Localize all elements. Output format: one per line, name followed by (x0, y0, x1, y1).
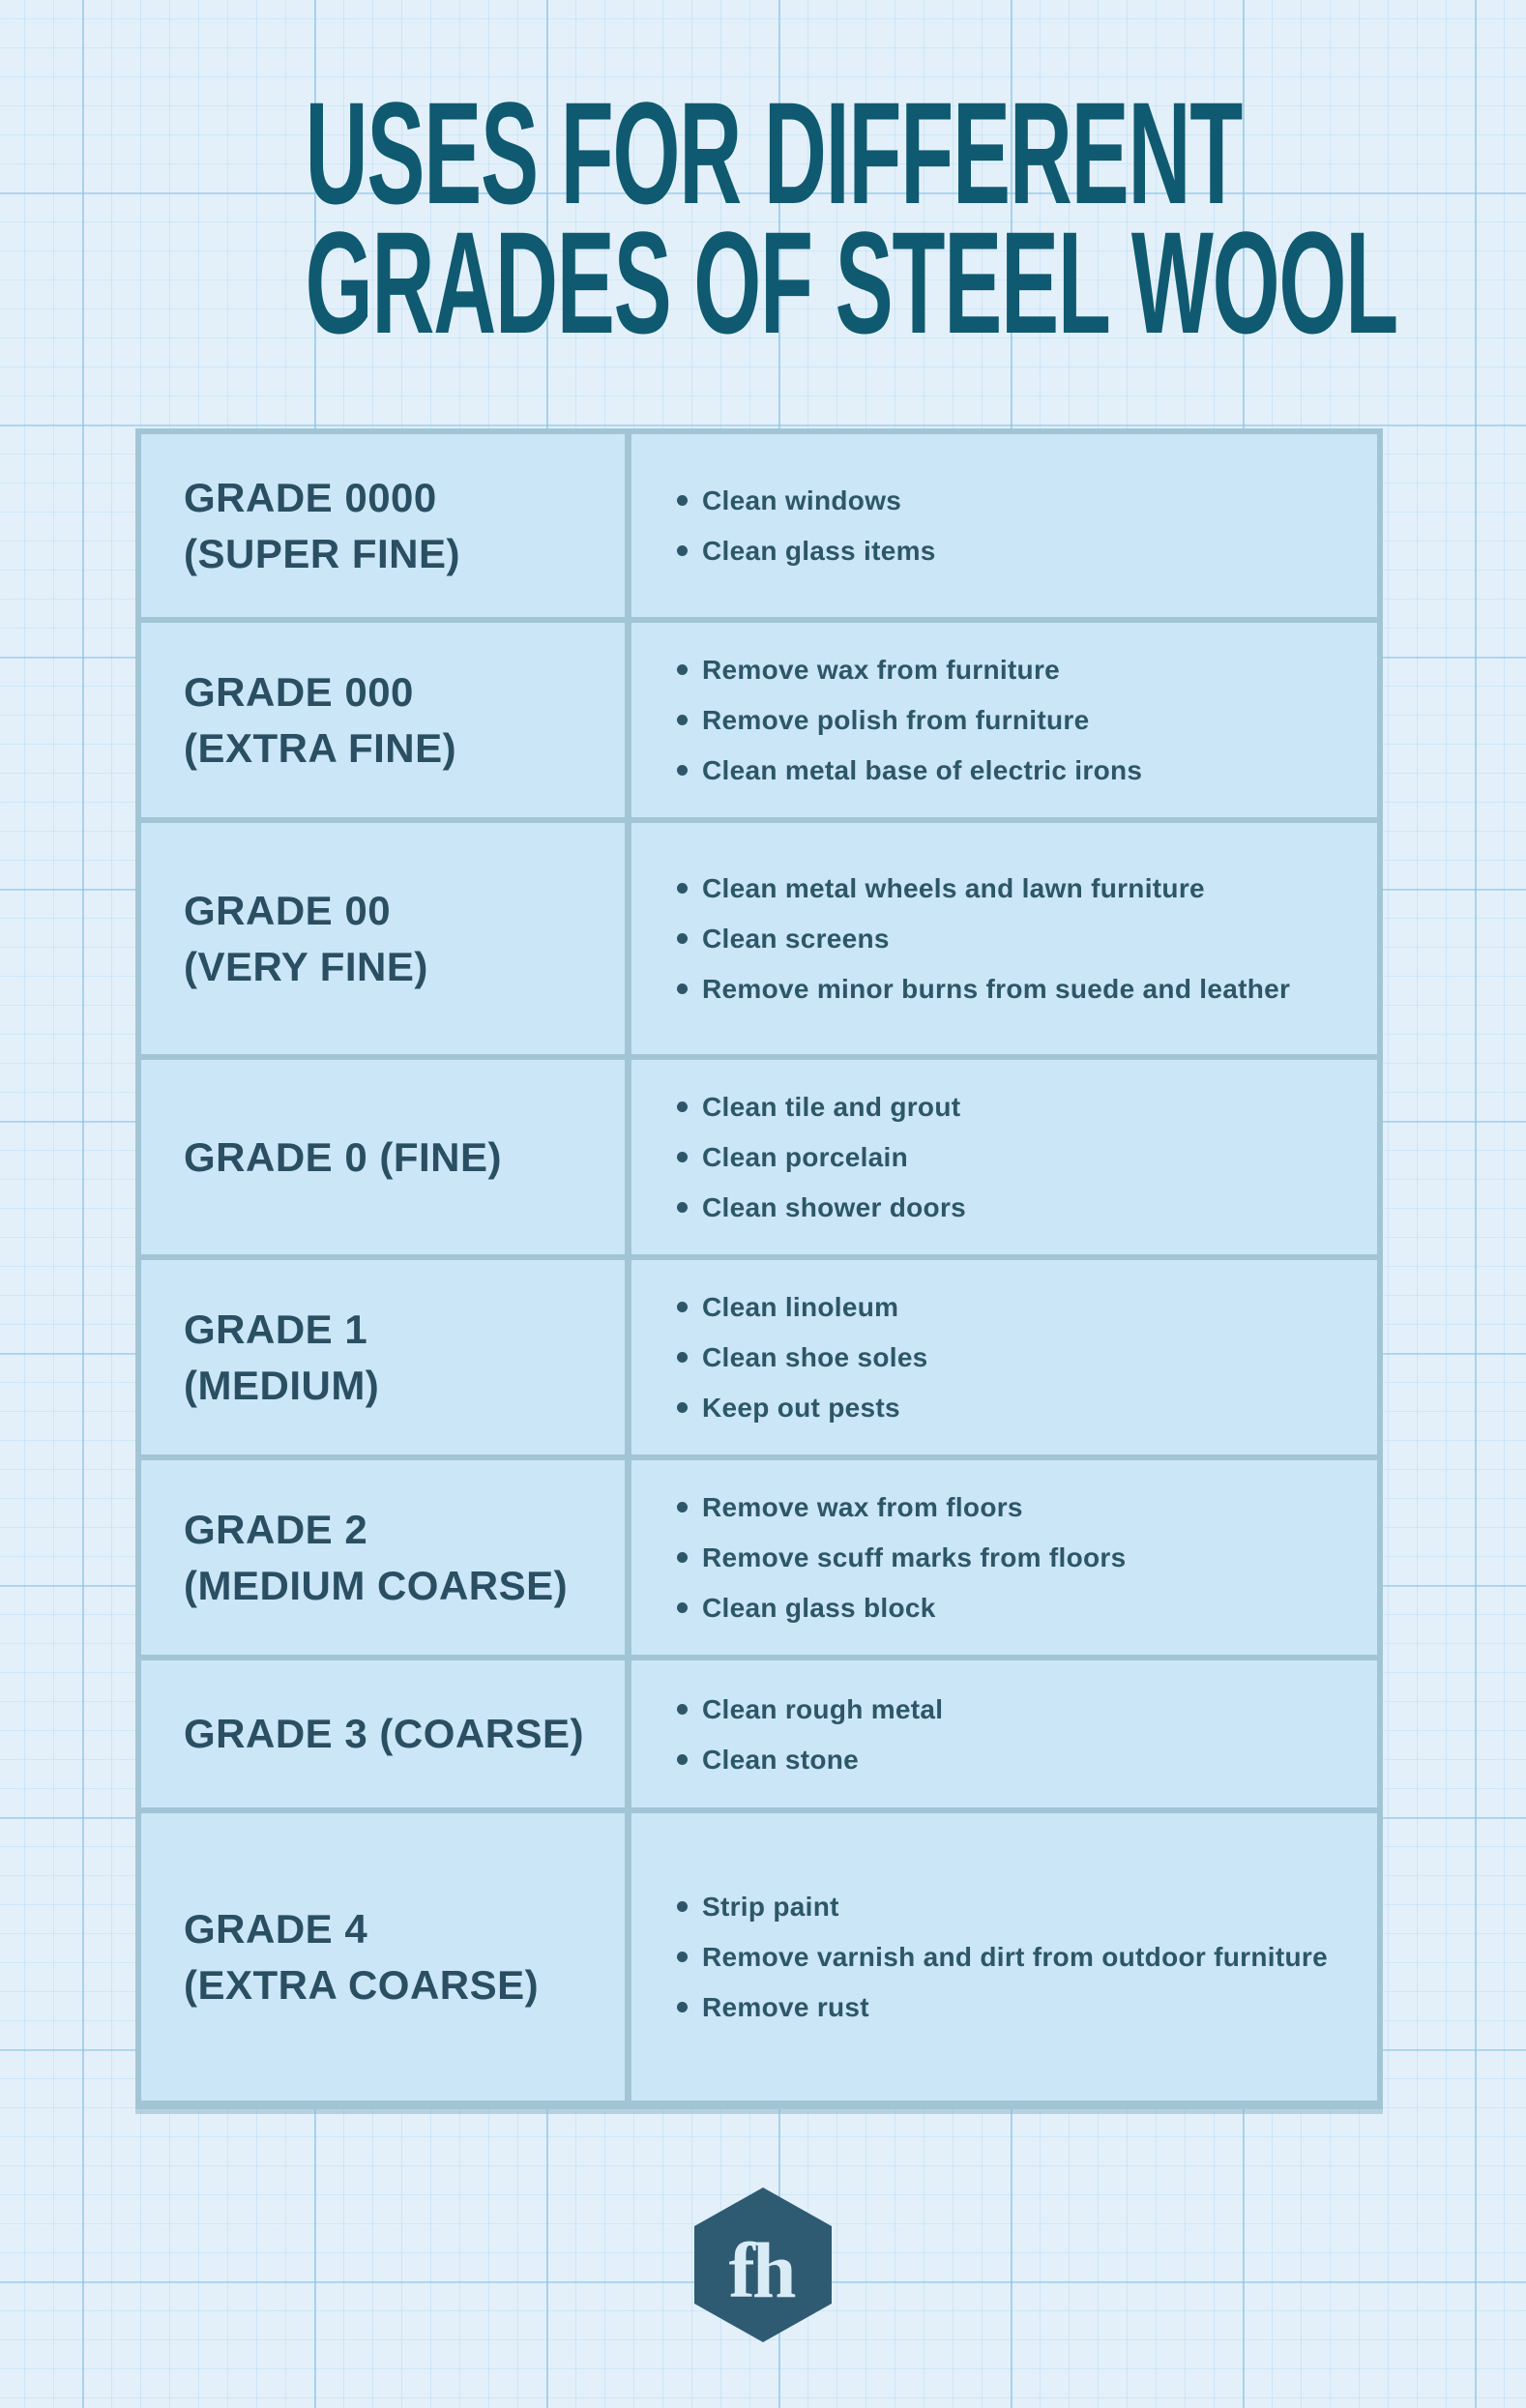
grade-uses-cell (631, 1813, 1377, 2100)
uses-list (676, 479, 1348, 573)
logo-text: fh (728, 2226, 794, 2314)
use-item: Remove wax from floors (676, 1485, 1348, 1529)
grade-name: GRADE 0 (FINE) (184, 1133, 503, 1180)
use-item: Remove scuff marks from floors (676, 1536, 1348, 1579)
use-item: Remove minor burns from suede and leather (676, 967, 1348, 1011)
use-item: Clean windows (676, 479, 1348, 522)
grade-name: GRADE 2 (184, 1506, 368, 1552)
use-item: Clean shoe soles (676, 1336, 1348, 1379)
use-item: Strip paint (676, 1885, 1348, 1928)
grade-name: GRADE 3 (COARSE) (184, 1711, 585, 1756)
grade-name: GRADE 000 (184, 668, 414, 715)
table-row (141, 1454, 1377, 1655)
steel-wool-grades-table (135, 428, 1383, 2109)
use-item: Clean rough metal (676, 1688, 1348, 1731)
use-item: Remove wax from furniture (676, 648, 1348, 691)
grade-fineness: (MEDIUM COARSE) (184, 1562, 569, 1608)
table-row (141, 434, 1377, 617)
grade-fineness: (MEDIUM) (184, 1362, 380, 1408)
uses-list (676, 1085, 1348, 1229)
table-row (141, 1054, 1377, 1254)
grade-uses-cell (631, 434, 1377, 617)
table-row (141, 617, 1377, 817)
grade-name: GRADE 4 (184, 1905, 368, 1952)
grade-uses-cell (631, 623, 1377, 817)
grade-uses-cell (631, 1460, 1377, 1655)
title-line-2: GRADES OF STEEL WOOL (305, 201, 1397, 364)
use-item: Clean metal base of electric irons (676, 749, 1348, 792)
use-item: Clean linoleum (676, 1285, 1348, 1329)
page-title (0, 72, 1526, 364)
grade-name: GRADE 1 (184, 1306, 368, 1352)
family-handyman-logo (694, 2188, 832, 2342)
table-row (141, 1655, 1377, 1807)
uses-list (676, 648, 1348, 792)
grade-label-cell (141, 1813, 631, 2100)
grade-uses-cell (631, 823, 1377, 1054)
grade-name: GRADE 0000 (184, 474, 437, 520)
title-line-1: USES FOR DIFFERENT (305, 72, 1243, 234)
use-item: Clean metal wheels and lawn furniture (676, 866, 1348, 910)
use-item: Remove rust (676, 1985, 1348, 2029)
use-item: Clean shower doors (676, 1186, 1348, 1229)
use-item: Clean screens (676, 917, 1348, 960)
grade-label-cell (141, 823, 631, 1054)
use-item: Clean stone (676, 1738, 1348, 1781)
use-item: Clean tile and grout (676, 1085, 1348, 1129)
use-item: Keep out pests (676, 1386, 1348, 1429)
table-row (141, 1807, 1377, 2100)
use-item: Remove varnish and dirt from outdoor furniture (676, 1935, 1348, 1979)
use-item: Remove polish from furniture (676, 698, 1348, 742)
grade-name: GRADE 00 (184, 887, 392, 933)
table-row (141, 1254, 1377, 1454)
grade-uses-cell (631, 1260, 1377, 1454)
grade-label-cell (141, 1660, 631, 1807)
grade-fineness: (EXTRA FINE) (184, 724, 457, 771)
uses-list (676, 1688, 1348, 1781)
use-item: Clean porcelain (676, 1135, 1348, 1179)
uses-list (676, 1485, 1348, 1630)
footer (0, 2188, 1526, 2342)
grade-fineness: (EXTRA COARSE) (184, 1961, 540, 2008)
use-item: Clean glass block (676, 1586, 1348, 1630)
grade-label-cell (141, 1460, 631, 1655)
grade-uses-cell (631, 1660, 1377, 1807)
uses-list (676, 1285, 1348, 1429)
grade-label-cell (141, 1260, 631, 1454)
grade-fineness: (SUPER FINE) (184, 530, 461, 576)
uses-list (676, 1885, 1348, 2029)
use-item: Clean glass items (676, 529, 1348, 573)
grade-uses-cell (631, 1060, 1377, 1254)
grade-label-cell (141, 623, 631, 817)
grade-fineness: (VERY FINE) (184, 943, 428, 989)
table-row (141, 817, 1377, 1054)
grade-label-cell (141, 1060, 631, 1254)
grade-label-cell (141, 434, 631, 617)
uses-list (676, 866, 1348, 1011)
